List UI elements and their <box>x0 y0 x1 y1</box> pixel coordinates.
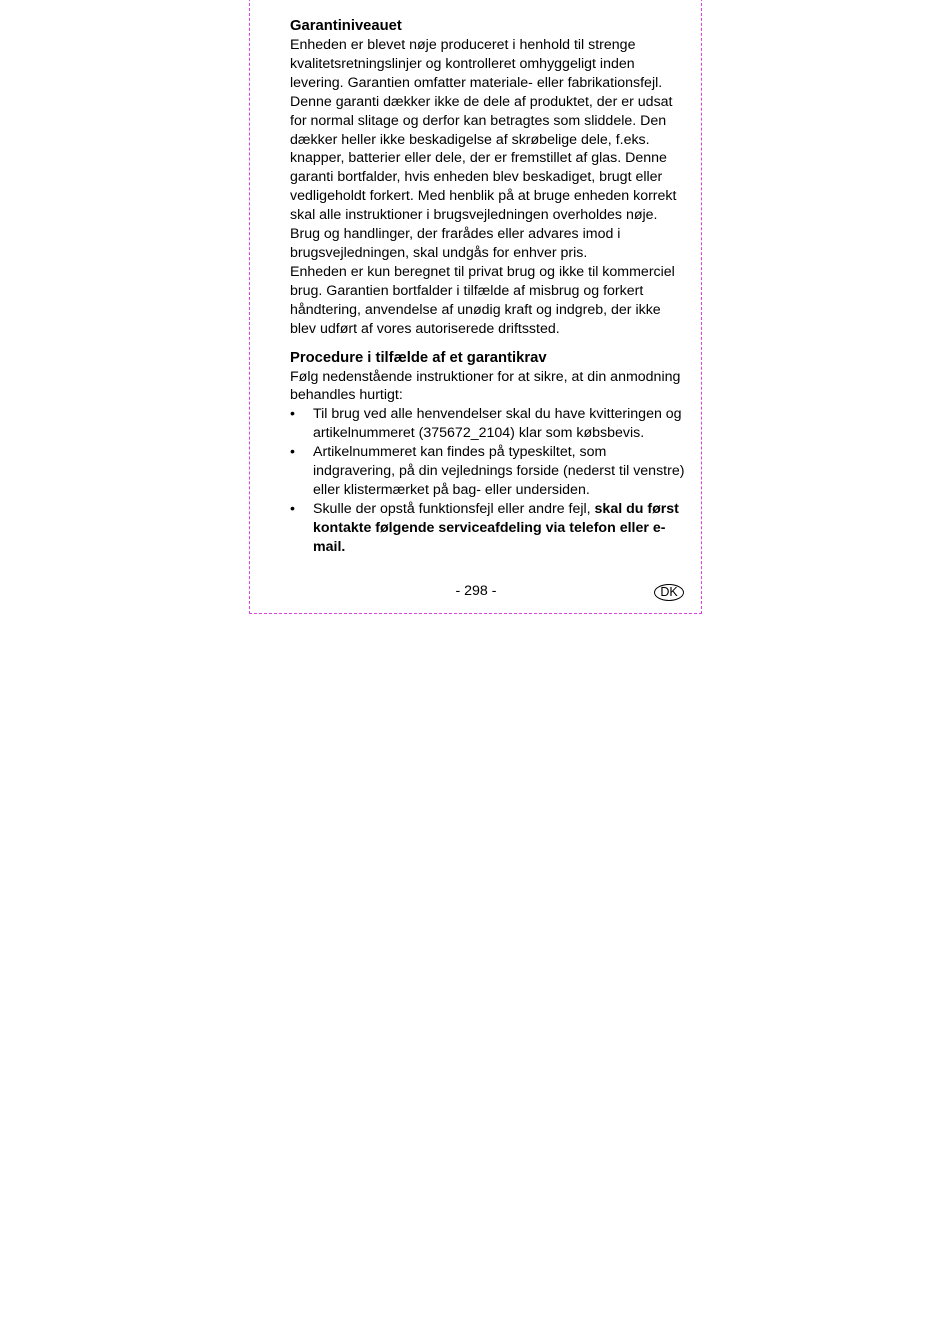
page-number: - 298 - <box>455 583 497 599</box>
bullet-icon: • <box>290 500 295 517</box>
list-item <box>290 443 688 500</box>
list-item <box>290 500 688 557</box>
section-spacer <box>290 339 688 349</box>
country-code-badge: DK <box>654 584 684 601</box>
claim-procedure-list <box>290 405 688 556</box>
bullet-icon: • <box>290 444 295 461</box>
list-item-text: Til brug ved alle henvendelser skal du have kvitteringen og artikelnummeret (375672_2104) klar som købsbevis. <box>313 406 682 442</box>
document-body <box>290 17 688 557</box>
warranty-scope-paragraph-1: Enheden er blevet nøje produceret i henhold til strenge kvalitetsretningslinjer og kontrolleret omhyggeligt inden levering. Garantien omfatter materiale- eller fabrikationsfejl. Denne garanti dækker ikke de dele af produktet, der er udsat for normal slitage og derfor kan betragtes som sliddele. Den dækker heller ikke beskadigelse af skrøbelige dele, f.eks. knapper, batterier eller dele, der er fremstillet af glas. Denne garanti bortfalder, hvis enheden blev beskadiget, brugt eller vedligeholdt forkert. Med henblik på at bruge enheden korrekt skal alle instruktioner i brugsvejledningen overholdes nøje. Brug og handlinger, der frarådes eller advares imod i brugsvejledningen, skal undgås for enhver pris. <box>290 37 677 261</box>
claim-procedure-intro: Følg nedenstående instruktioner for at sikre, at din anmodning behandles hurtigt: <box>290 368 681 404</box>
list-item <box>290 405 688 443</box>
list-item-text: Artikelnummeret kan findes på typeskiltet, som indgravering, på din vejlednings forside (nederst til venstre) eller klistermærket på bag- eller undersiden. <box>313 444 685 498</box>
list-item-emphasis: skal du først kontakte følgende serviceafdeling via telefon eller e-mail. <box>313 500 679 555</box>
bullet-icon: • <box>290 406 295 423</box>
section-heading-warranty-scope: Garantiniveauet <box>290 18 402 34</box>
warranty-scope-paragraph-2: Enheden er kun beregnet til privat brug og ikke til kommerciel brug. Garantien bortfalder i tilfælde af misbrug og forkert håndtering, anvendelse af unødig kraft og indgreb, der ikke blev udført af vores autoriserede driftssted. <box>290 263 675 337</box>
list-item-text: Skulle der opstå funktionsfejl eller andre fejl, <box>313 500 595 517</box>
section-heading-claim-procedure: Procedure i tilfælde af et garantikrav <box>290 349 547 366</box>
